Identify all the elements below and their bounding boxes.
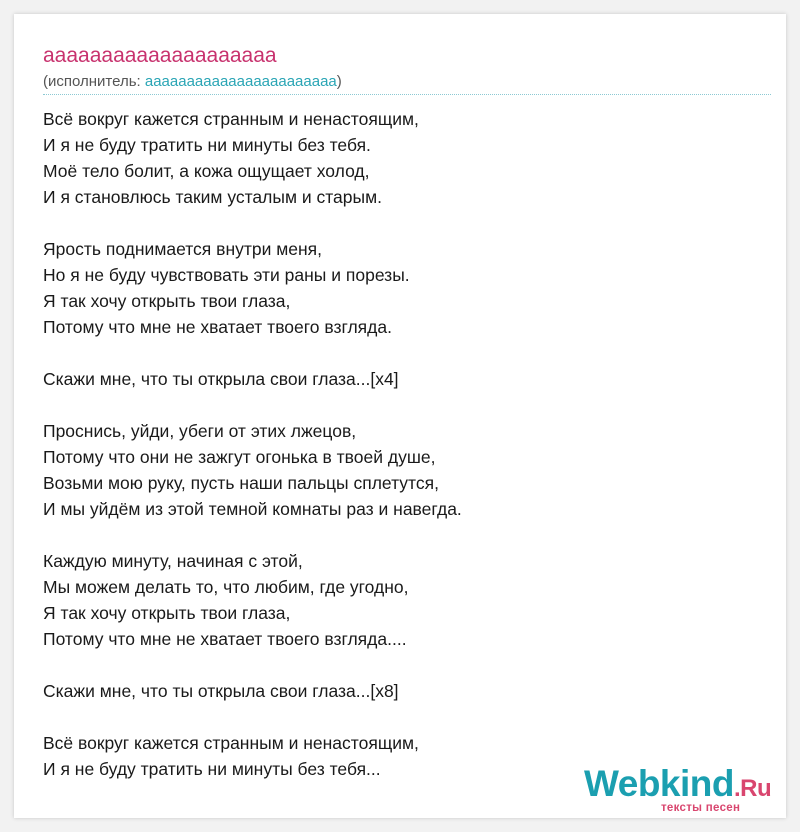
lyric-line: Проснись, уйди, убеги от этих лжецов, (43, 421, 357, 441)
logo-name: Webkind (584, 763, 734, 804)
song-card (14, 14, 786, 818)
site-logo[interactable] (584, 764, 784, 814)
lyrics-stanza (43, 366, 763, 392)
song-title: аааааааааааааааааааа (43, 44, 277, 67)
lyric-line: Скажи мне, что ты открыла свои глаза...[x4] (43, 369, 399, 389)
lyric-line: Всё вокруг кажется странным и ненастоящим, (43, 109, 419, 129)
lyric-line: Потому что мне не хватает твоего взгляда. (43, 317, 392, 337)
artist-prefix: (исполнитель: (43, 73, 145, 90)
lyric-line: Потому что мне не хватает твоего взгляда.... (43, 629, 407, 649)
lyric-line: Я так хочу открыть твои глаза, (43, 291, 291, 311)
lyric-line: Скажи мне, что ты открыла свои глаза...[x8] (43, 681, 399, 701)
lyric-line: Я так хочу открыть твои глаза, (43, 603, 291, 623)
lyric-line: Всё вокруг кажется странным и ненастоящим, (43, 733, 419, 753)
logo-tld: .Ru (734, 775, 772, 802)
lyrics-body (43, 106, 763, 782)
lyric-line: Возьми мою руку, пусть наши пальцы сплетутся, (43, 473, 439, 493)
lyric-line: И я становлюсь таким усталым и старым. (43, 187, 382, 207)
lyric-line: И я не буду тратить ни минуты без тебя. (43, 135, 371, 155)
lyrics-stanza (43, 678, 763, 704)
lyric-line: Каждую минуту, начиная с этой, (43, 551, 303, 571)
lyric-line: И мы уйдём из этой темной комнаты раз и навегда. (43, 499, 462, 519)
lyric-line: Ярость поднимается внутри меня, (43, 239, 323, 259)
lyric-line: Мы можем делать то, что любим, где угодно, (43, 577, 409, 597)
lyric-line: Моё тело болит, а кожа ощущает холод, (43, 161, 370, 181)
artist-link[interactable]: ааааааааааааааааааааааа (144, 73, 337, 90)
lyrics-stanza (43, 236, 763, 340)
artist-suffix: ) (336, 73, 342, 90)
lyric-line: И я не буду тратить ни минуты без тебя... (43, 759, 381, 779)
logo-tagline: тексты песен (661, 802, 741, 814)
lyrics-stanza (43, 106, 763, 210)
lyrics-stanza (43, 418, 763, 522)
artist-line (43, 73, 342, 91)
lyric-line: Но я не буду чувствовать эти раны и порезы. (43, 265, 410, 285)
lyric-line: Потому что они не зажгут огонька в твоей душе, (43, 447, 436, 467)
lyrics-stanza (43, 548, 763, 652)
title-divider (43, 94, 771, 95)
